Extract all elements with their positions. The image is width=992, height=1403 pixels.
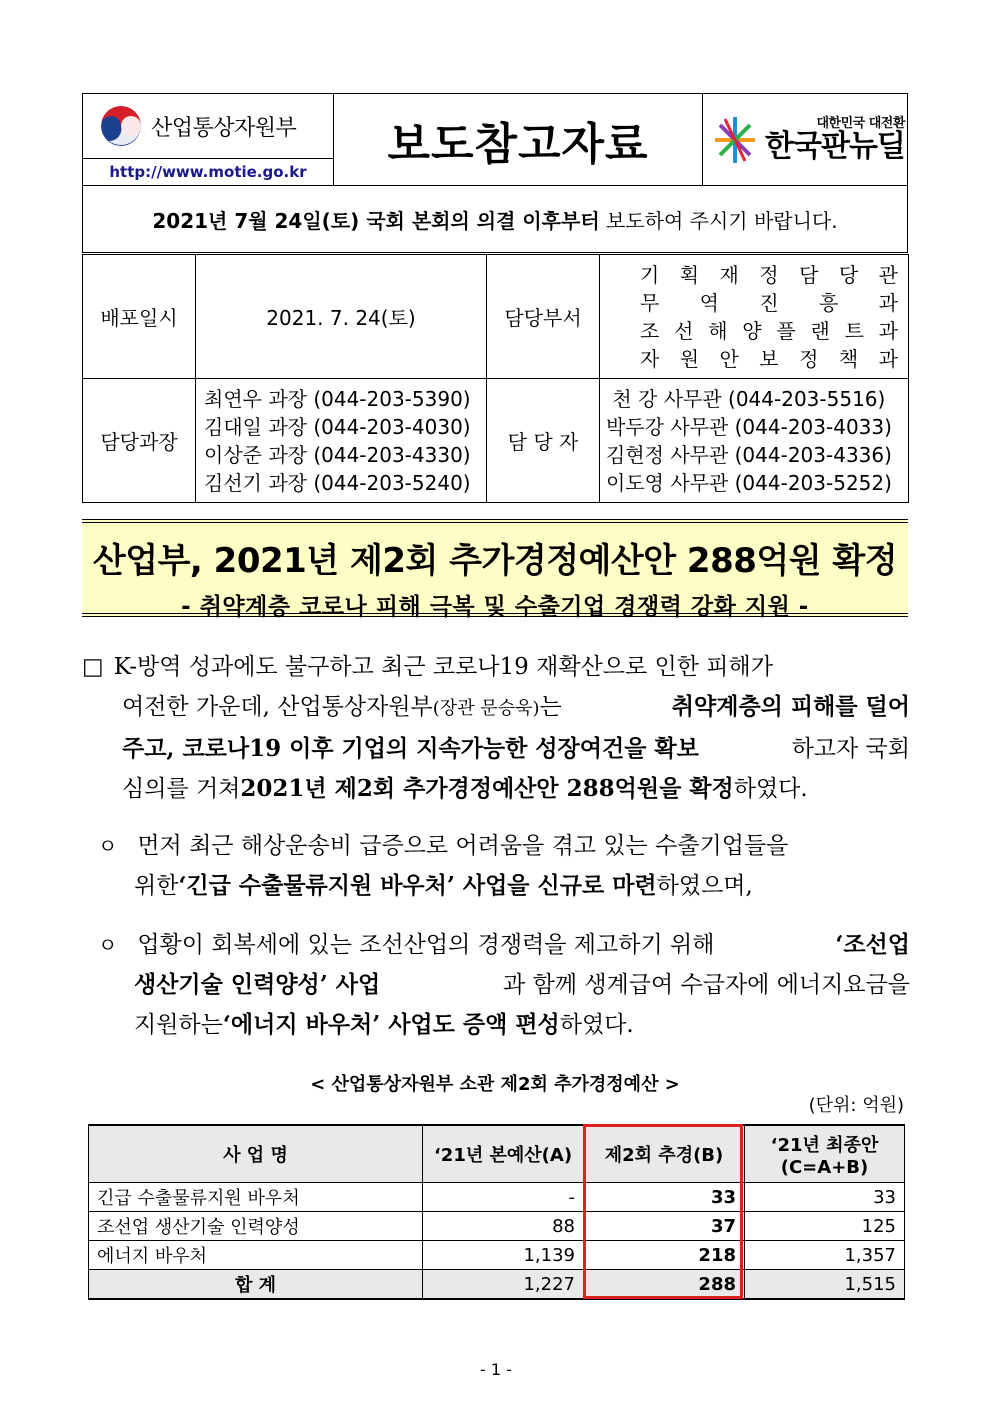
manager-contacts: [196, 379, 487, 503]
release-date: 2021. 7. 24(토): [196, 255, 487, 379]
headline-banner: [82, 519, 908, 620]
department-item: 기 획 재 정 담 당 관: [640, 262, 898, 287]
manager-label: 담당과장: [83, 379, 196, 503]
manager-contact: 최연우 과장 (044-203-5390): [204, 386, 471, 411]
department-item: 무 역 진 흥 과: [640, 290, 898, 315]
ministry-logo-cell: [83, 94, 334, 186]
department-item: 자 원 안 보 정 책 과: [640, 346, 898, 371]
col-header-project: 사 업 명: [89, 1125, 423, 1183]
ministry-name: 산업통상자원부: [151, 115, 297, 141]
department-list: [600, 255, 909, 379]
budget-table: [88, 1124, 905, 1300]
table-row: 긴급 수출물류지원 바우처 - 33 33: [89, 1183, 905, 1212]
taeguk-emblem-icon: [101, 106, 141, 146]
newdeal-name: 한국판뉴딜: [765, 129, 905, 164]
staff-contact: 천 강 사무관 (044-203-5516): [606, 386, 886, 411]
embargo-time: 2021년 7월 24일(토) 국회 본회의 의결 이후부터: [152, 208, 600, 233]
headline-title: 산업부, 2021년 제2회 추가경정예산안 288억원 확정: [92, 541, 898, 581]
manager-contact: 김대일 과장 (044-203-4030): [204, 414, 471, 439]
paragraph-intro: □ K-방역 성과에도 불구하고 최근 코로나19 재확산으로 인한 피해가 여전한 가운데, 산업통상자원부(장관 문승욱)는 취약계층의 피해를 덜어 주고, 코로나19 이후 기업의 지속가능한 성장여건을 확보 하고자 국회 심의를 거쳐 2021년 제2회 추가경정예산안 288억원을 확정 하였다.: [82, 647, 910, 809]
table-total-row: 합 계 1,227 288 1,515: [89, 1270, 905, 1300]
press-header: [82, 93, 908, 253]
headline-subtitle: - 취약계층 코로나 피해 극복 및 수출기업 경쟁력 강화 지원 -: [181, 594, 809, 620]
col-header-final: ‘21년 최종안 (C=A+B): [745, 1125, 905, 1183]
square-bullet: □: [82, 654, 104, 680]
release-info-table: [82, 254, 909, 503]
manager-contact: 이상준 과장 (044-203-4330): [204, 442, 471, 467]
table-caption: < 산업통상자원부 소관 제2회 추가경정예산 >: [310, 1074, 680, 1095]
col-header-main-budget: ‘21년 본예산(A): [423, 1125, 584, 1183]
department-item: 조 선 해 양 플 랜 트 과: [640, 318, 898, 343]
circle-bullet: ㅇ: [98, 834, 118, 858]
ministry-url[interactable]: http://www.motie.go.kr: [109, 163, 307, 181]
newdeal-star-icon: [713, 115, 757, 165]
newdeal-logo-cell: [703, 94, 908, 186]
manager-contact: 김선기 과장 (044-203-5240): [204, 470, 471, 495]
table-row: 조선업 생산기술 인력양성 88 37 125: [89, 1212, 905, 1241]
embargo-notice: [83, 186, 908, 253]
page-number: - 1 -: [480, 1360, 512, 1379]
table-row: 에너지 바우처 1,139 218 1,357: [89, 1241, 905, 1270]
table-unit: (단위: 억원): [808, 1095, 904, 1116]
dept-label: 담당부서: [487, 255, 600, 379]
circle-bullet: ㅇ: [98, 933, 118, 957]
staff-contact: 김현정 사무관 (044-203-4336): [606, 442, 892, 467]
staff-contact: 이도영 사무관 (044-203-5252): [606, 470, 892, 495]
paragraph-shipbuilding: ㅇ 업황이 회복세에 있는 조선산업의 경쟁력을 제고하기 위해 ‘조선업 생산기술 인력양성’ 사업 과 함께 생계급여 수급자에 에너지요금을 지원하는 ‘에너지 바우처’ 사업도 증액 편성 하였다.: [82, 925, 910, 1045]
staff-contacts: [600, 379, 909, 503]
col-header-supplementary: 제2회 추경(B): [584, 1125, 745, 1183]
staff-label: 담 당 자: [487, 379, 600, 503]
staff-contact: 박두강 사무관 (044-203-4033): [606, 414, 892, 439]
embargo-request: 보도하여 주시기 바랍니다.: [599, 208, 838, 233]
newdeal-slogan: 대한민국 대전환: [816, 116, 905, 131]
release-label: 배포일시: [83, 255, 196, 379]
paragraph-logistics: ㅇ 먼저 최근 해상운송비 급증으로 어려움을 겪고 있는 수출기업들을 위한 ‘긴급 수출물류지원 바우처’ 사업을 신규로 마련 하였으며,: [82, 826, 910, 906]
doc-type-title: 보도참고자료: [334, 94, 703, 186]
